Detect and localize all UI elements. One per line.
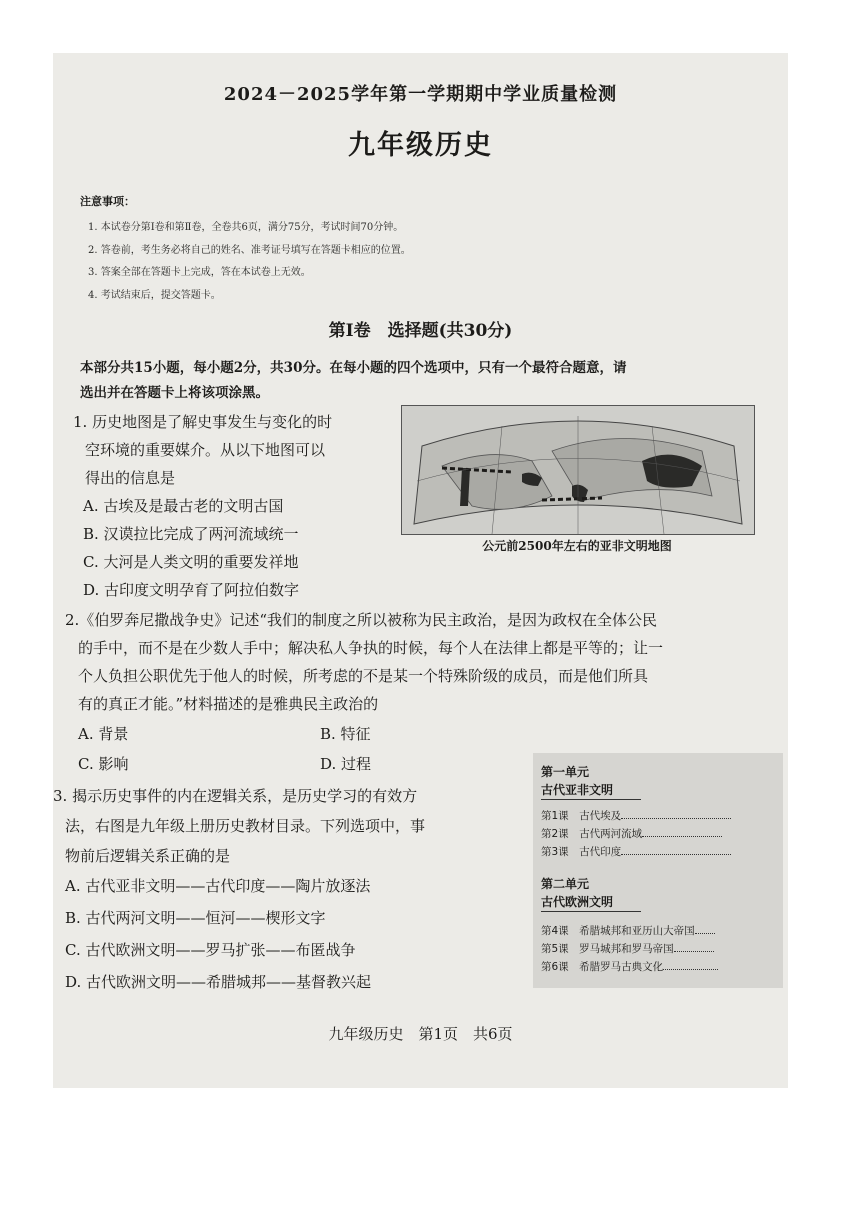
q2-stem-line: 有的真正才能。”材料描述的是雅典民主政治的 — [78, 695, 379, 713]
page-footer: 九年级历史 第1页 共6页 — [328, 1025, 513, 1043]
q2-stem-line: 2.《伯罗奔尼撒战争史》记述“我们的制度之所以被称为民主政治，是因为政权在全体公民 — [65, 611, 657, 629]
q2-stem-line: 个人负担公职优先于他人的时候，所考虑的不是某一个特殊阶级的成员，而是他们所具 — [78, 667, 649, 685]
q3-option-c: C. 古代欧洲文明——罗马扩张——布匿战争 — [65, 941, 356, 959]
map-caption: 公元前2500年左右的亚非文明地图 — [482, 539, 672, 553]
toc-lesson: 第5课 罗马城邦和罗马帝国 — [541, 941, 773, 956]
q1-stem-line: 得出的信息是 — [85, 469, 176, 487]
q2-option-b: B. 特征 — [320, 725, 371, 743]
q3-stem-line: 法，右图是九年级上册历史教材目录。下列选项中，事 — [65, 817, 426, 835]
section-title: 第Ⅰ卷 选择题(共30分) — [328, 321, 513, 341]
q1-stem-line: 1. 历史地图是了解史事发生与变化的时 — [73, 413, 333, 431]
toc-unit-title: 古代欧洲文明 — [541, 895, 614, 909]
notice-heading: 注意事项： — [80, 195, 135, 208]
toc-lesson: 第2课 古代两河流域 — [541, 826, 773, 841]
toc-lesson: 第6课 希腊罗马古典文化 — [541, 959, 773, 974]
toc-unit-title: 古代亚非文明 — [541, 783, 614, 797]
section-instruction: 选出并在答题卡上将该项涂黑。 — [80, 385, 269, 401]
q3-stem-line: 3. 揭示历史事件的内在逻辑关系，是历史学习的有效方 — [53, 787, 418, 805]
toc-lesson: 第4课 希腊城邦和亚历山大帝国 — [541, 923, 773, 938]
q3-option-b: B. 古代两河文明——恒河——楔形文字 — [65, 909, 326, 927]
notice-item: 2. 答卷前，考生务必将自己的姓名、准考证号填写在答题卡相应的位置。 — [88, 245, 411, 256]
q1-option-b: B. 汉谟拉比完成了两河流域统一 — [83, 525, 299, 543]
q2-option-c: C. 影响 — [78, 755, 129, 773]
q1-stem-line: 空环境的重要媒介。从以下地图可以 — [85, 441, 326, 459]
q3-stem-line: 物前后逻辑关系正确的是 — [65, 847, 231, 865]
toc-leader-dots — [674, 951, 714, 952]
toc-divider — [541, 799, 641, 800]
notice-item: 1. 本试卷分第Ⅰ卷和第Ⅱ卷，全卷共6页，满分75分，考试时间70分钟。 — [88, 222, 404, 233]
q3-option-d: D. 古代欧洲文明——希腊城邦——基督教兴起 — [65, 973, 372, 991]
q1-option-d: D. 古印度文明孕育了阿拉伯数字 — [83, 581, 300, 599]
notice-item: 4. 考试结束后，提交答题卡。 — [88, 290, 221, 301]
q1-option-c: C. 大河是人类文明的重要发祥地 — [83, 553, 299, 571]
section-instruction: 本部分共15小题，每小题2分，共30分。在每小题的四个选项中，只有一个最符合题意，请 — [80, 360, 627, 376]
q3-option-a: A. 古代亚非文明——古代印度——陶片放逐法 — [65, 877, 371, 895]
toc-lesson: 第3课 古代印度 — [541, 844, 773, 859]
q2-option-a: A. 背景 — [78, 725, 129, 743]
asia-africa-civilization-map — [401, 405, 755, 535]
map-illustration — [402, 406, 754, 534]
exam-title: 2024－2025学年第一学期期中学业质量检测 — [223, 84, 618, 105]
toc-unit-label: 第二单元 — [541, 877, 590, 891]
q1-option-a: A. 古埃及是最古老的文明古国 — [83, 497, 284, 515]
toc-lesson: 第1课 古代埃及 — [541, 808, 773, 823]
q2-option-d: D. 过程 — [320, 755, 372, 773]
toc-leader-dots — [621, 818, 731, 819]
toc-leader-dots — [621, 854, 731, 855]
subject-title: 九年级历史 — [348, 130, 493, 161]
toc-leader-dots — [695, 933, 715, 934]
exam-paper — [53, 53, 788, 1088]
toc-divider — [541, 911, 641, 912]
toc-leader-dots — [642, 836, 722, 837]
q2-stem-line: 的手中，而不是在少数人手中；解决私人争执的时候，每个人在法律上都是平等的；让一 — [78, 639, 664, 657]
notice-item: 3. 答案全部在答题卡上完成，答在本试卷上无效。 — [88, 267, 311, 278]
toc-leader-dots — [663, 969, 718, 970]
toc-unit-label: 第一单元 — [541, 765, 590, 779]
textbook-table-of-contents — [533, 753, 783, 988]
